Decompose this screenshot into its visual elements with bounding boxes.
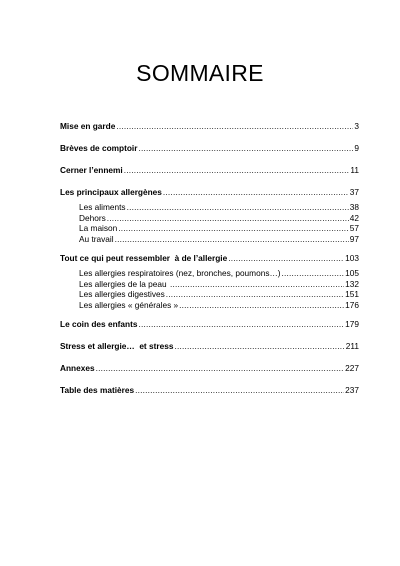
toc-subentry-generales[interactable] [60,300,359,311]
dot-leader [107,213,349,224]
toc-subentries-ressembler [60,268,359,310]
toc-subentry-label: Dehors [79,212,106,223]
dot-leader [138,319,344,330]
toc-entry-coin-des-enfants[interactable] [60,319,359,330]
toc-entry-breves-de-comptoir[interactable] [60,143,359,154]
dot-leader [170,279,344,290]
dot-leader [228,253,344,264]
toc-subentry-digestives[interactable] [60,289,359,300]
table-of-contents [60,121,359,407]
dot-leader [135,385,344,396]
toc-subentry-label: Les allergies de la peau [79,278,169,289]
toc-subentry-label: Les allergies « générales » [79,299,179,310]
toc-subentry-dehors[interactable] [60,213,359,224]
dot-leader [118,223,348,234]
toc-entry-page: 227 [345,363,359,373]
dot-leader [124,165,350,176]
toc-entry-label: Annexes [60,363,95,373]
toc-subentry-aliments[interactable] [60,202,359,213]
toc-entry-page: 103 [345,253,359,263]
toc-subentry-respiratoires[interactable] [60,268,359,279]
toc-entry-table-des-matieres[interactable] [60,385,359,396]
dot-leader [127,202,349,213]
toc-entry-page: 9 [354,143,359,153]
dot-leader [282,268,345,279]
dot-leader [174,341,344,352]
toc-subentry-page: 176 [345,299,359,310]
toc-subentry-page: 42 [349,212,359,223]
toc-entry-mise-en-garde[interactable] [60,121,359,132]
toc-subentry-page: 57 [349,223,359,233]
toc-entry-page: 179 [345,319,359,329]
toc-entry-label: Cerner l’ennemi [60,165,123,175]
dot-leader [96,363,345,374]
toc-subentry-label: Les allergies respiratoires (nez, bronches, poumons…) [79,268,281,278]
toc-subentry-travail[interactable] [60,234,359,245]
toc-subentry-maison[interactable] [60,223,359,234]
dot-leader [116,121,353,132]
toc-entry-label: Mise en garde [60,121,116,131]
toc-entry-page: 3 [354,121,359,131]
toc-subentry-page: 38 [349,202,359,212]
toc-entry-label: Tout ce qui peut ressembler à de l’allergie [60,253,228,263]
toc-entry-page: 37 [349,187,359,197]
toc-entry-page: 211 [345,341,359,351]
toc-subentry-page: 132 [345,278,359,289]
dot-leader [179,300,344,311]
toc-entry-label: Table des matières [60,385,135,395]
toc-subentries-allergenes [60,202,359,244]
toc-entry-label: Stress et allergie… et stress [60,341,174,351]
toc-entry-ressembler-allergie[interactable] [60,253,359,264]
toc-entry-label: Brèves de comptoir [60,143,138,153]
toc-subentry-peau[interactable] [60,279,359,290]
toc-entry-label: Les principaux allergènes [60,187,162,197]
toc-subentry-label: La maison [79,223,118,233]
toc-entry-cerner-ennemi[interactable] [60,165,359,176]
toc-subentry-label: Les aliments [79,202,126,212]
dot-leader [138,143,353,154]
toc-entry-label: Le coin des enfants [60,319,138,329]
toc-subentry-page: 97 [349,233,359,244]
toc-entry-page: 11 [350,165,359,175]
toc-entry-stress[interactable] [60,341,359,352]
toc-subentry-label: Les allergies digestives [79,289,165,299]
toc-subentry-page: 105 [345,268,359,278]
toc-subentry-page: 151 [345,289,359,299]
toc-subentry-label: Au travail [79,233,114,244]
toc-entry-principaux-allergenes[interactable] [60,187,359,198]
toc-entry-annexes[interactable] [60,363,359,374]
dot-leader [163,187,349,198]
toc-entry-page: 237 [345,385,359,395]
page-title: SOMMAIRE [136,60,264,86]
dot-leader [166,289,344,300]
dot-leader [115,234,349,245]
